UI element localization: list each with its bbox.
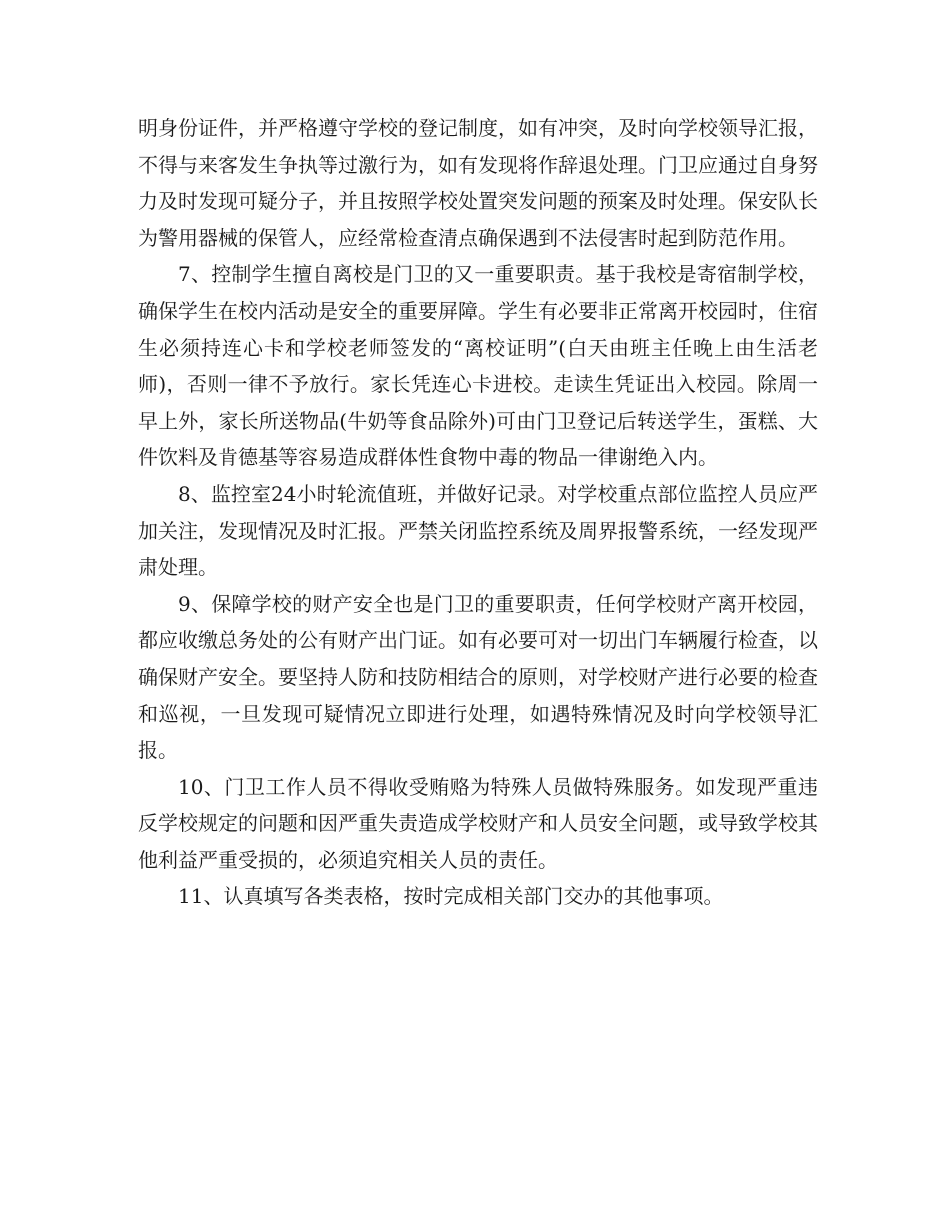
paragraph-item-9: 9、保障学校的财产安全也是门卫的重要职责，任何学校财产离开校园，都应收缴总务处的公有财产出门证。如有必要可对一切出门车辆履行检查，以确保财产安全。要坚持人防和技防相结合的原则，对学校财产进行必要的检查和巡视，一旦发现可疑情况立即进行处理，如遇特殊情况及时向学校领导汇报。 [138, 591, 818, 763]
paragraph-continued: 明身份证件，并严格遵守学校的登记制度，如有冲突，及时向学校领导汇报，不得与来客发生争执等过激行为，如有发现将作辞退处理。门卫应通过自身努力及时发现可疑分子，并且按照学校处置突发问题的预案及时处理。保安队长为警用器械的保管人，应经常检查清点确保遇到不法侵害时起到防范作用。 [138, 116, 818, 250]
document-body [138, 110, 818, 915]
paragraph-item-10: 10、门卫工作人员不得收受贿赂为特殊人员做特殊服务。如发现严重违反学校规定的问题和因严重失责造成学校财产和人员安全问题，或导致学校其他利益严重受损的，必须追究相关人员的责任。 [138, 774, 818, 872]
paragraph-item-7: 7、控制学生擅自离校是门卫的又一重要职责。基于我校是寄宿制学校，确保学生在校内活动是安全的重要屏障。学生有必要非正常离开校园时，住宿生必须持连心卡和学校老师签发的“离校证明”(白天由班主任晚上由生活老师)，否则一律不予放行。家长凭连心卡进校。走读生凭证出入校园。除周一早上外，家长所送物品(牛奶等食品除外)可由门卫登记后转送学生，蛋糕、大件饮料及肯德基等容易造成群体性食物中毒的物品一律谢绝入内。 [138, 262, 818, 470]
paragraph-item-8: 8、监控室24小时轮流值班，并做好记录。对学校重点部位监控人员应严加关注，发现情况及时汇报。严禁关闭监控系统及周界报警系统，一经发现严肃处理。 [138, 481, 818, 580]
paragraph-item-11: 11、认真填写各类表格，按时完成相关部门交办的其他事项。 [178, 884, 724, 909]
